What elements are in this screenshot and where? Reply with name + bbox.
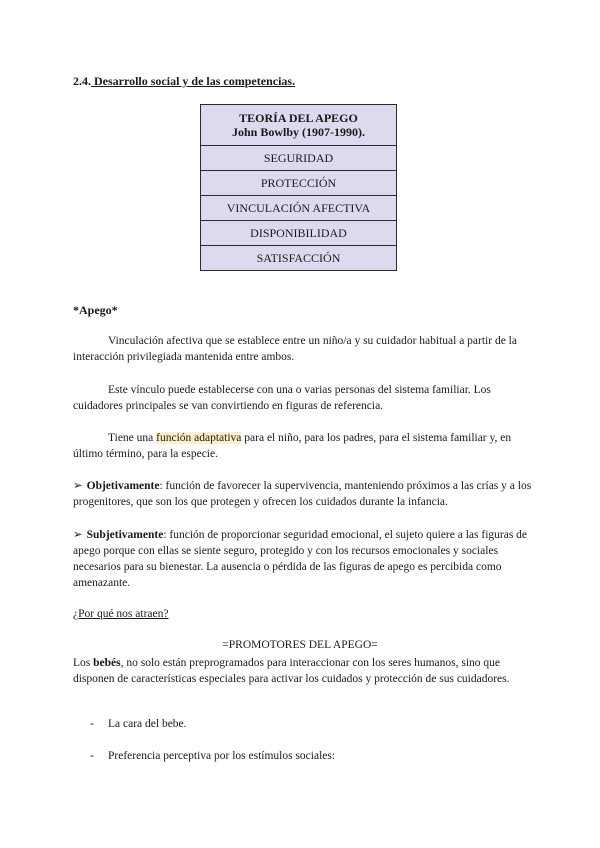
list-item-text: La cara del bebe. <box>108 718 187 730</box>
paragraph-text: Vinculación afectiva que se establece entre un niño/a y su cuidador habitual a partir de la interacción privilegiada mantenida entre ambos. <box>73 335 517 363</box>
table-title: TEORÍA DEL APEGO <box>239 111 358 125</box>
arrow-bullet-icon: ➢ <box>73 529 83 541</box>
section-title: Desarrollo social y de las competencias. <box>91 74 296 88</box>
list-item-text: Preferencia perceptiva por los estímulos sociales: <box>108 750 336 762</box>
highlighted-text: función adaptativa <box>156 432 242 444</box>
list-dash: - <box>90 750 94 762</box>
table-row: SATISFACCIÓN <box>201 246 397 271</box>
arrow-bullet-icon: ➢ <box>73 480 83 492</box>
paragraph-vinculo <box>73 382 533 414</box>
paragraph-objetivamente <box>73 478 533 510</box>
bold-term: bebés <box>93 657 121 669</box>
table-row: VINCULACIÓN AFECTIVA <box>201 196 397 221</box>
paragraph-text: Los <box>73 657 94 669</box>
table-row: SEGURIDAD <box>201 146 397 171</box>
paragraph-text: Este vínculo puede establecerse con una o varias personas del sistema familiar. Los cuidadores principales se van convirtiendo en figuras de referencia. <box>73 384 491 412</box>
paragraph-text: : función de proporcionar seguridad emocional, el sujeto quiere a las figuras de apego porque con ellas se siente seguro, protegido y con los recursos emocionales y sociales necesarios para su bienestar. La ausencia o pérdida de las figuras de apego es percibida como amenazante. <box>73 529 528 589</box>
list-dash: - <box>90 718 94 730</box>
table-row: DISPONIBILIDAD <box>201 221 397 246</box>
bold-term: Objetivamente <box>86 480 160 492</box>
list-item <box>90 750 335 762</box>
bold-term: Subjetivamente <box>86 529 164 541</box>
apego-heading: *Apego* <box>73 303 118 317</box>
section-number: 2.4. <box>73 74 91 88</box>
table-header <box>201 105 397 146</box>
section-heading <box>73 74 295 89</box>
paragraph-text: , no solo están preprogramados para interaccionar con los seres humanos, sino que disponen de características especiales para activar los cuidados y protección de sus cuidadores. <box>73 657 510 685</box>
question-heading: ¿Por qué nos atraen? <box>73 608 169 620</box>
list-item <box>90 718 187 730</box>
paragraph-definition <box>73 333 533 365</box>
paragraph-text: Tiene una <box>108 432 157 444</box>
table-row: PROTECCIÓN <box>201 171 397 196</box>
paragraph-bebes <box>73 655 533 687</box>
paragraph-subjetivamente <box>73 527 533 591</box>
paragraph-text: : función de favorecer la supervivencia, manteniendo próximos a las crías y a los progenitores, que son los que protegen y ofrecen los cuidados durante la infancia. <box>73 480 532 508</box>
paragraph-text: para el niño, para los padres, para el sistema familiar y, en último término, para la especie. <box>73 432 512 460</box>
paragraph-funcion <box>73 430 533 462</box>
table-author: John Bowlby (1907-1990). <box>231 125 365 139</box>
attachment-theory-table <box>200 104 397 271</box>
promotores-heading: =PROMOTORES DEL APEGO= <box>222 639 378 651</box>
